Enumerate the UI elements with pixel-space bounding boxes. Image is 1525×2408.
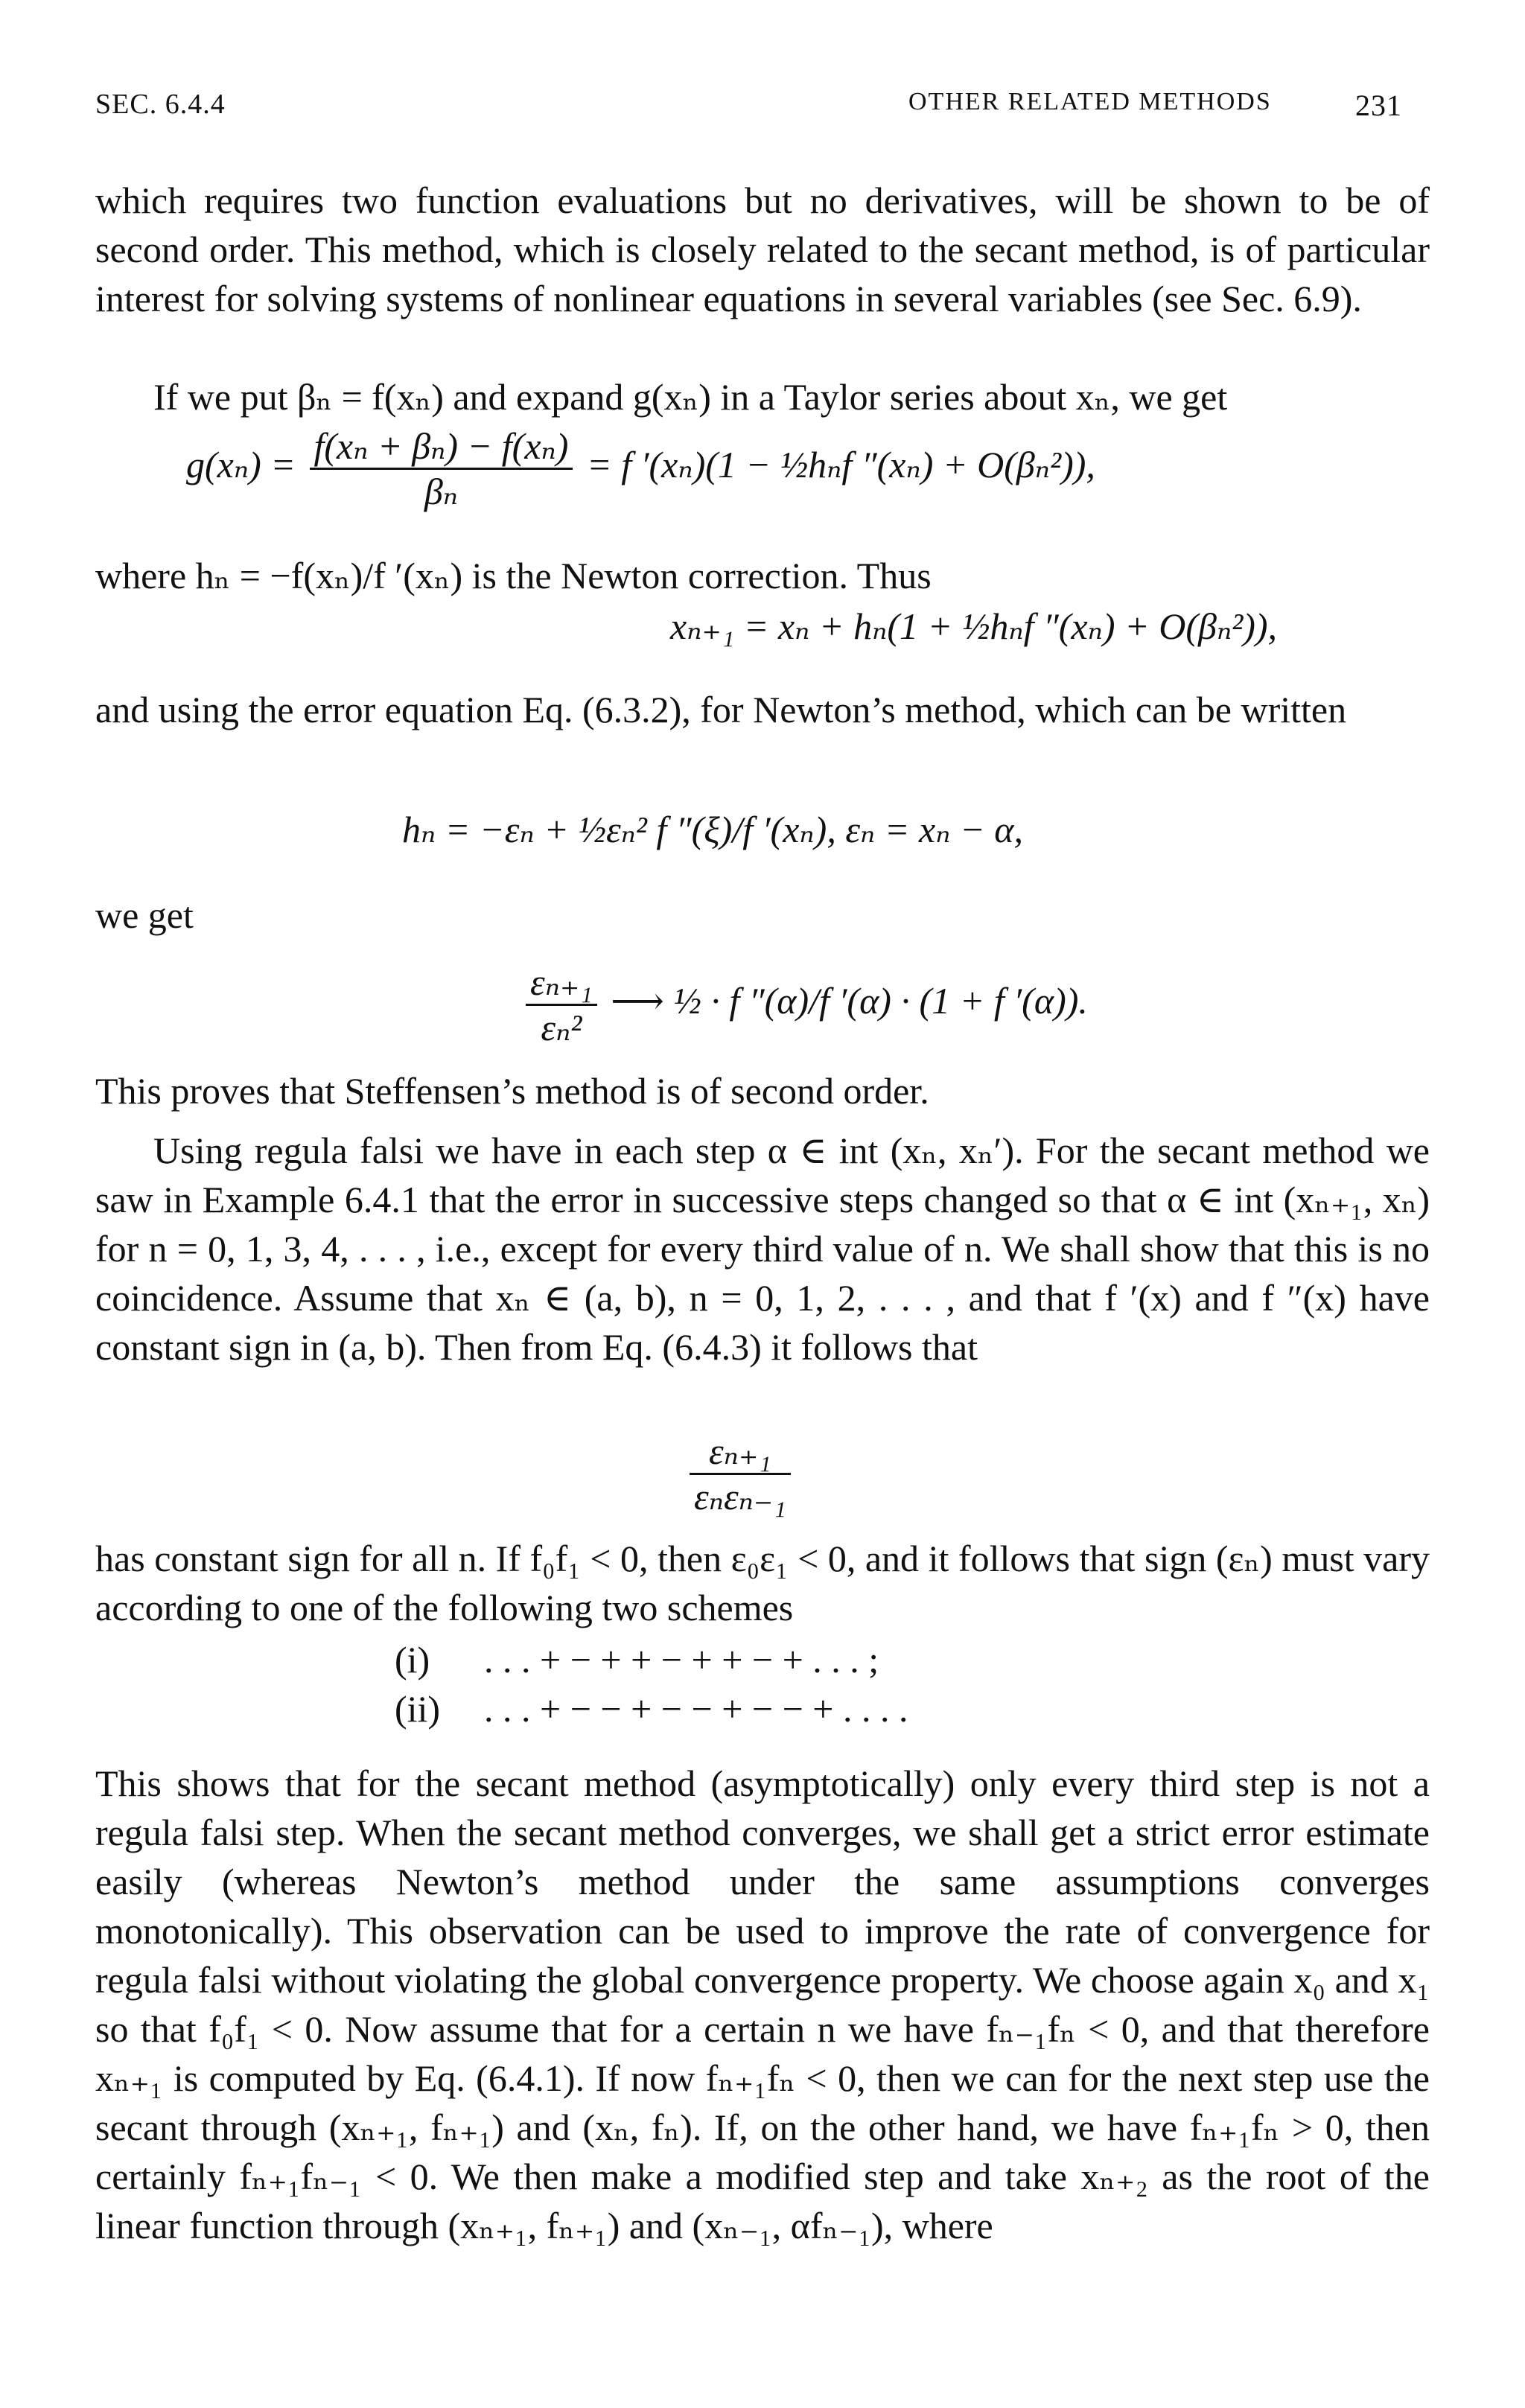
equation-g-numerator: f(xₙ + βₙ) − f(xₙ): [310, 424, 573, 470]
scheme-pattern: . . . + − + + − + + − + . . . ;: [484, 1639, 879, 1681]
paragraph-9: This shows that for the secant method (asymptotically) only every third step is not a regula falsi step. When the secant method converges, we shall get a strict error estimate easily (whereas Newton’s method under the same assumptions converges monotonically). This observation can be used to improve the rate of convergence for regula falsi without violating the global convergence property. We choose again x₀ and x₁ so that f₀f₁ < 0. Now assume that for a certain n we have fₙ₋₁fₙ < 0, and that therefore xₙ₊₁ is computed by Eq. (6.4.1). If now fₙ₊₁fₙ < 0, then we can for the next step use the secant through (xₙ₊₁, fₙ₊₁) and (xₙ, fₙ). If, on the other hand, we have fₙ₊₁fₙ > 0, then certainly fₙ₊₁fₙ₋₁ < 0. We then make a modified step and take xₙ₊₂ as the root of the linear function through (xₙ₊₁, fₙ₊₁) and (xₙ₋₁, αfₙ₋₁), where: [95, 1762, 1430, 2246]
scheme-label: (ii): [395, 1688, 441, 1730]
paragraph-8: has constant sign for all n. If f₀f₁ < 0, then ε₀ε₁ < 0, and it follows that sign (εₙ) must vary according to one of the following two schemes: [95, 1538, 1430, 1628]
sign-scheme-2: [395, 1687, 908, 1730]
equation-error-rhs: ⟶ ½ · f ″(α)/f ′(α) · (1 + f ′(α)).: [611, 979, 1088, 1022]
equation-g-fraction: [310, 424, 573, 513]
paragraph-5: we get: [95, 894, 194, 936]
equation-g-denominator: βₙ: [424, 471, 459, 512]
page-number: 231: [1355, 89, 1402, 122]
section-number: SEC. 6.4.4: [95, 89, 226, 120]
paragraph-4: and using the error equation Eq. (6.3.2), for Newton’s method, which can be written: [95, 689, 1347, 730]
equation-ratio-numerator: εₙ₊₁: [690, 1430, 791, 1475]
equation-g-rhs: = f ′(xₙ)(1 − ½hₙf ″(xₙ) + O(βₙ²)),: [586, 443, 1095, 485]
sign-scheme-1: [395, 1638, 879, 1681]
paragraph-1: which requires two function evaluations but no derivatives, will be shown to be of second order. This method, which is closely related to the secant method, is of particular interest for solving systems of nonlinear equations in several variables (see Sec. 6.9).: [95, 179, 1430, 319]
scheme-pattern: . . . + − − + − − + − − + . . . .: [484, 1688, 908, 1730]
equation-error-denominator: εₙ²: [541, 1007, 582, 1048]
equation-h: hₙ = −εₙ + ½εₙ² f ″(ξ)/f ′(xₙ), εₙ = xₙ − α,: [402, 809, 1023, 850]
equation-g-lhs: g(xₙ) =: [186, 443, 296, 485]
equation-g: [186, 424, 1095, 513]
paragraph-6: This proves that Steffensen’s method is of second order.: [95, 1070, 929, 1112]
equation-ratio-denominator: εₙεₙ₋₁: [694, 1476, 786, 1517]
equation-x-update: xₙ₊₁ = xₙ + hₙ(1 + ½hₙf ″(xₙ) + O(βₙ²)),: [670, 605, 1278, 647]
chapter-title: OTHER RELATED METHODS: [908, 88, 1272, 115]
equation-ratio-fraction: [690, 1430, 791, 1518]
scheme-label: (i): [395, 1639, 430, 1681]
equation-error-fraction: [526, 961, 597, 1049]
equation-error-limit: [521, 961, 1088, 1049]
equation-error-numerator: εₙ₊₁: [526, 961, 597, 1006]
paragraph-3: where hₙ = −f(xₙ)/f ′(xₙ) is the Newton correction. Thus: [95, 555, 932, 596]
equation-ratio: [685, 1430, 795, 1518]
paragraph-2: If we put βₙ = f(xₙ) and expand g(xₙ) in a Taylor series about xₙ, we get: [153, 376, 1228, 418]
paragraph-7: Using regula falsi we have in each step α ∈ int (xₙ, xₙ′). For the secant method we saw in Example 6.4.1 that the error in successive steps changed so that α ∈ int (xₙ₊₁, xₙ) for n = 0, 1, 3, 4, . . . , i.e., except for every third value of n. We shall show that this is no coincidence. Assume that xₙ ∈ (a, b), n = 0, 1, 2, . . . , and that f ′(x) and f ″(x) have constant sign in (a, b). Then from Eq. (6.4.3) it follows that: [95, 1130, 1430, 1368]
